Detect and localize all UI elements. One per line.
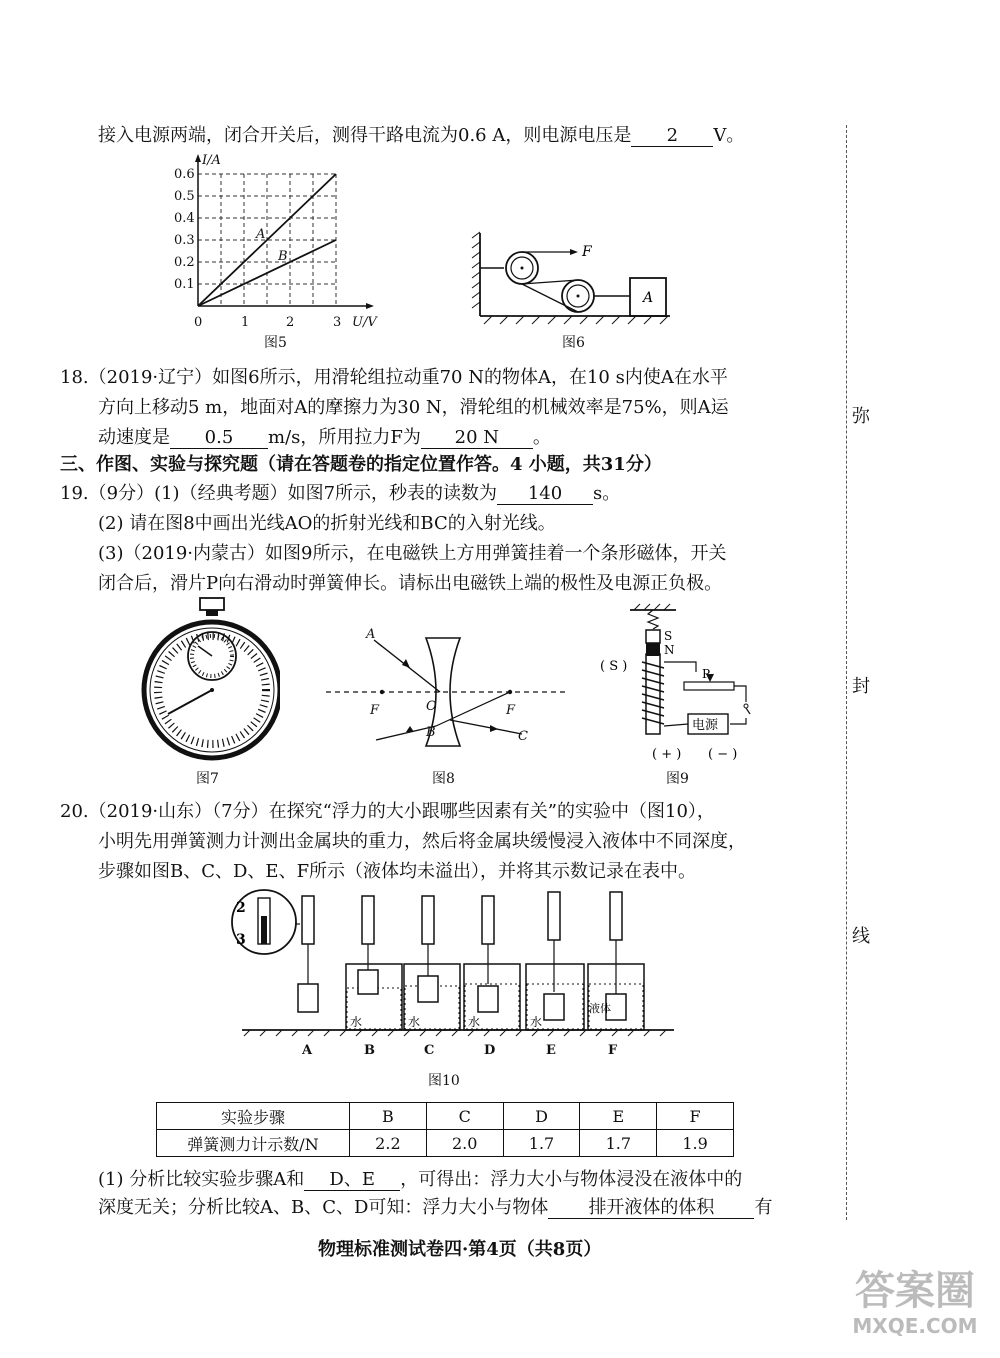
svg-text:0.3: 0.3 bbox=[174, 233, 195, 248]
svg-text:B: B bbox=[278, 249, 288, 264]
svg-text:D: D bbox=[484, 1043, 496, 1058]
svg-text:F: F bbox=[582, 244, 592, 260]
section-3-heading: 三、作图、实验与探究题（请在答题卷的指定位置作答。4 小题，共31分） bbox=[60, 454, 662, 475]
q19-line-1: 19.（9分）(1)（经典考题）如图7所示，秒表的读数为 140 s。 bbox=[60, 483, 621, 504]
svg-text:( S ): ( S ) bbox=[600, 659, 628, 674]
svg-text:S: S bbox=[664, 629, 673, 643]
q20-line-2: 小明先用弹簧测力计测出金属块的重力，然后将金属块缓慢浸入液体中不同深度， bbox=[98, 831, 746, 852]
svg-text:0.4: 0.4 bbox=[174, 211, 195, 226]
margin-char-xian: 线 bbox=[852, 926, 870, 947]
q18-answer-speed: 0.5 bbox=[170, 428, 268, 449]
svg-text:0.1: 0.1 bbox=[174, 277, 195, 292]
table-cell: D bbox=[503, 1103, 580, 1130]
table-cell: 1.7 bbox=[580, 1130, 657, 1157]
svg-text:E: E bbox=[546, 1043, 556, 1058]
svg-text:水: 水 bbox=[408, 1015, 421, 1029]
q20-line-3: 步骤如图B、C、D、E、F所示（液体均未溢出），并将其示数记录在表中。 bbox=[98, 861, 697, 882]
figure-6-pulley bbox=[470, 228, 680, 328]
q18-answer-force: 20 N bbox=[421, 428, 533, 449]
svg-text:1: 1 bbox=[241, 315, 250, 330]
table-cell: 1.7 bbox=[503, 1130, 580, 1157]
figure-10-buoyancy bbox=[228, 884, 678, 1060]
svg-text:P: P bbox=[702, 667, 711, 681]
svg-text:液体: 液体 bbox=[589, 1002, 611, 1015]
table-cell: 2.2 bbox=[350, 1130, 427, 1157]
q17-tail: 接入电源两端，闭合开关后，测得干路电流为0.6 A，则电源电压是 2 V。 bbox=[98, 125, 745, 146]
svg-text:0.5: 0.5 bbox=[174, 189, 195, 204]
q18-line-2: 方向上移动5 m，地面对A的摩擦力为30 N，滑轮组的机械效率是75%，则A运 bbox=[98, 397, 729, 418]
figure-5-graph bbox=[160, 150, 400, 330]
svg-text:C: C bbox=[424, 1043, 435, 1058]
svg-text:0.2: 0.2 bbox=[174, 255, 195, 270]
svg-text:B: B bbox=[364, 1043, 375, 1058]
margin-dashed-line bbox=[846, 125, 847, 1220]
svg-text:N: N bbox=[664, 643, 675, 657]
svg-text:A: A bbox=[643, 290, 654, 306]
watermark-text: 答案圈 bbox=[855, 1268, 975, 1314]
q19-answer: 140 bbox=[497, 484, 593, 505]
figure-7-caption: 图7 bbox=[196, 771, 219, 787]
figure-5-caption: 图5 bbox=[264, 335, 287, 351]
q19-line-4: 闭合后，滑片P向右滑动时弹簧伸长。请标出电磁铁上端的极性及电源正负极。 bbox=[98, 573, 723, 594]
svg-text:A: A bbox=[302, 1043, 313, 1058]
svg-text:3: 3 bbox=[333, 315, 342, 330]
table-cell: E bbox=[580, 1103, 657, 1130]
svg-text:2: 2 bbox=[236, 900, 246, 916]
table-cell: 2.0 bbox=[426, 1130, 503, 1157]
table-row bbox=[157, 1130, 734, 1157]
svg-text:水: 水 bbox=[468, 1015, 481, 1029]
svg-text:O: O bbox=[426, 699, 437, 714]
svg-text:3: 3 bbox=[236, 932, 246, 948]
svg-text:F: F bbox=[506, 703, 516, 718]
svg-text:U/V: U/V bbox=[352, 315, 377, 330]
q20-1-line-2: 深度无关；分析比较A、B、C、D可知：浮力大小与物体 排开液体的体积 有 bbox=[98, 1197, 773, 1218]
margin-char-feng: 封 bbox=[852, 676, 870, 697]
table-cell: B bbox=[350, 1103, 427, 1130]
svg-text:F: F bbox=[370, 703, 380, 718]
table-cell: 1.9 bbox=[657, 1130, 734, 1157]
svg-text:( + ): ( + ) bbox=[652, 747, 682, 762]
q18-line-1: 18.（2019·辽宁）如图6所示，用滑轮组拉动重70 N的物体A，在10 s内使A在水平 bbox=[60, 367, 728, 388]
svg-text:A: A bbox=[256, 227, 266, 242]
svg-text:电源: 电源 bbox=[692, 718, 719, 733]
figure-9-electromagnet bbox=[596, 602, 771, 766]
figure-8-caption: 图8 bbox=[432, 771, 455, 787]
q19-line-3: (3)（2019·内蒙古）如图9所示，在电磁铁上方用弹簧挂着一个条形磁体，开关 bbox=[98, 543, 727, 564]
svg-text:0: 0 bbox=[194, 315, 203, 330]
q19-line-2: (2) 请在图8中画出光线AO的折射光线和BC的入射光线。 bbox=[98, 513, 556, 534]
svg-text:0.6: 0.6 bbox=[174, 167, 195, 182]
svg-text:水: 水 bbox=[350, 1015, 363, 1029]
svg-text:( − ): ( − ) bbox=[708, 747, 738, 762]
q18-line-3: 动速度是 0.5 m/s，所用拉力F为 20 N 。 bbox=[98, 427, 551, 448]
svg-text:I/A: I/A bbox=[202, 153, 221, 168]
q20-1-answer-steps: D、E bbox=[304, 1170, 400, 1191]
figure-8-lens bbox=[322, 618, 572, 758]
table-cell: C bbox=[426, 1103, 503, 1130]
svg-text:C: C bbox=[518, 729, 528, 744]
figure-7-stopwatch bbox=[140, 594, 280, 764]
table-header-row bbox=[157, 1103, 734, 1130]
watermark-url: MXQE.COM bbox=[852, 1314, 978, 1338]
q20-line-1: 20.（2019·山东）（7分）在探究“浮力的大小跟哪些因素有关”的实验中（图10）， bbox=[60, 801, 715, 822]
svg-text:水: 水 bbox=[530, 1015, 543, 1029]
svg-text:F: F bbox=[608, 1043, 618, 1058]
figure-10-caption: 图10 bbox=[428, 1073, 460, 1089]
watermark-logo bbox=[840, 1268, 990, 1338]
table-cell: 弹簧测力计示数/N bbox=[157, 1130, 350, 1157]
page-footer: 物理标准测试卷四·第4页（共8页） bbox=[318, 1239, 602, 1260]
table-cell: F bbox=[657, 1103, 734, 1130]
table-cell: 实验步骤 bbox=[157, 1103, 350, 1130]
svg-text:B: B bbox=[426, 725, 436, 740]
q20-1-line-1: (1) 分析比较实验步骤A和 D、E ，可得出：浮力大小与物体浸没在液体中的 bbox=[98, 1169, 743, 1190]
results-table bbox=[156, 1102, 734, 1157]
q17-answer: 2 bbox=[631, 126, 713, 147]
svg-text:2: 2 bbox=[286, 315, 295, 330]
margin-char-mi: 弥 bbox=[852, 406, 870, 427]
q20-1-answer-volume: 排开液体的体积 bbox=[548, 1198, 754, 1219]
svg-text:A: A bbox=[366, 627, 376, 642]
figure-9-caption: 图9 bbox=[666, 771, 689, 787]
figure-6-caption: 图6 bbox=[562, 335, 585, 351]
